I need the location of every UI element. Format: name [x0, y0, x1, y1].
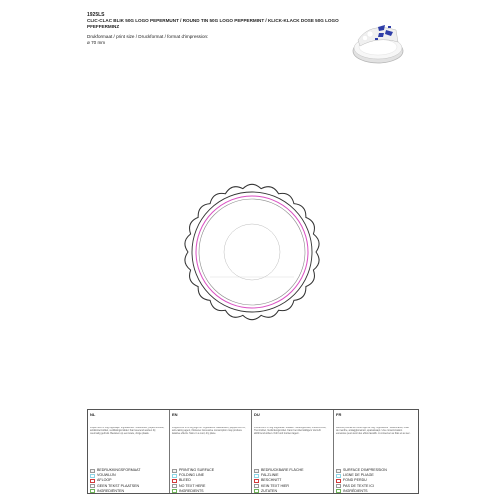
- legend-item: LIGNE DE PLIAGE: [336, 473, 414, 478]
- swatch: [172, 469, 177, 473]
- column-en: [170, 410, 252, 493]
- legend-item: FALZLINIE: [254, 473, 332, 478]
- print-size-value: ø 70 mm: [87, 40, 106, 45]
- column-du: [252, 410, 334, 493]
- legend-item: PRINTING SURFACE: [172, 468, 250, 473]
- legend-list: [254, 468, 332, 494]
- center-circle: [224, 224, 280, 280]
- legend-list: [90, 468, 168, 494]
- legend-item: BLEED: [172, 478, 250, 483]
- legend-item: INGREDIENTS: [172, 489, 250, 494]
- swatch: [336, 489, 341, 493]
- print-size-label: Drukformaat / print size / Druckformat / format d'impression:: [87, 34, 209, 39]
- legend-item: AFLOOP: [90, 478, 168, 483]
- swatch: [90, 489, 95, 493]
- product-title-line2: PFEFFERMINZ: [87, 24, 120, 29]
- swatch: [254, 474, 259, 478]
- column-fr: [334, 410, 416, 493]
- swatch: [254, 489, 259, 493]
- swatch: [336, 474, 341, 478]
- swatch: [336, 469, 341, 473]
- legend-footer: [87, 409, 419, 494]
- swatch: [90, 474, 95, 478]
- swatch: [90, 469, 95, 473]
- swatch: [336, 484, 341, 488]
- inner-rim: [199, 199, 305, 305]
- product-code: 1925LS: [87, 12, 105, 18]
- legend-item: NO TEXT HERE: [172, 484, 250, 489]
- legend-item: FOND PERDU: [336, 478, 414, 483]
- swatch: [254, 479, 259, 483]
- legend-list: [336, 468, 414, 494]
- language-label: EN: [172, 412, 178, 417]
- legend-item: SURFACE D'IMPRESSION: [336, 468, 414, 473]
- swatch: [172, 479, 177, 483]
- product-title-line1: CLIC-CLAC BLIK 50G LOGO PEPERMUNT / ROUND TIN 50G LOGO PEPPERMINT / KLICK-KLACK DOSE 50G LOGO: [87, 18, 339, 23]
- product-photo: [348, 18, 410, 68]
- swatch: [254, 469, 259, 473]
- swatch: [90, 484, 95, 488]
- legend-item: BEDRUKKINGSFORMAAT: [90, 468, 168, 473]
- legend-item: PAS DE TEXTE ICI: [336, 484, 414, 489]
- tin-scalloped-outline: [185, 184, 319, 319]
- swatch: [254, 484, 259, 488]
- ingredients-text: Pfefferminz in 50g Logodose. Zutaten: Süßungsmittel, Pfefferminzöl, Trennmittel, Verdickungsmittel. Kann bei übermäßigem Verzehr abführend wirken. Kühl und trocken lagern.: [254, 427, 327, 435]
- tin-lid-diagram: [168, 177, 336, 326]
- trim-line: [196, 196, 308, 308]
- legend-item: KEIN TEXT HIER: [254, 484, 332, 489]
- legend-item: INGREDIËNTEN: [90, 489, 168, 494]
- swatch: [90, 479, 95, 483]
- column-nl: [88, 410, 170, 493]
- legend-item: GEEN TEKST PLAATSEN: [90, 484, 168, 489]
- legend-item: INGRÉDIENTS: [336, 489, 414, 494]
- tin-rim: [192, 192, 312, 312]
- swatch: [172, 484, 177, 488]
- scallop-path: [185, 184, 319, 319]
- legend-item: BEDRUCKBARE FLÄCHE: [254, 468, 332, 473]
- legend-item: ZUTATEN: [254, 489, 332, 494]
- legend-item: FOLDING LINE: [172, 473, 250, 478]
- ingredients-text: Peppermint in a 50g logo tin. Ingredients: sweeteners, peppermint oil, anti-caking agent, thickener. Excessive consumption may produce laxative effects. Store in a cool, dry place.: [172, 427, 246, 435]
- header: [87, 12, 347, 46]
- legend-list: [172, 468, 250, 494]
- legend-item: VOUWLIJN: [90, 473, 168, 478]
- swatch: [336, 479, 341, 483]
- language-label: FR: [336, 412, 342, 417]
- legend-item: BESCHNITT: [254, 478, 332, 483]
- language-label: NL: [90, 412, 96, 417]
- ingredients-text: Pepermunt in 50g logoblikje. Ingrediënten: zoetstoffen, pepermuntolie, antiklontermiddel, verdikkingsmiddel. Kan laxerend werken bij overmatig gebruik. Bewaren op een koele, droge plaats.: [90, 427, 165, 435]
- swatch: [172, 474, 177, 478]
- language-label: DU: [254, 412, 260, 417]
- swatch: [172, 489, 177, 493]
- ingredients-text: Menthe poivrée en boîte logo de 50g. Ingrédients : édulcorants, huile de menthe, antiagglomérant, épaississant. Une consommation excessive peut avoir des effets laxatifs. À conserver au frais et au sec.: [336, 427, 411, 435]
